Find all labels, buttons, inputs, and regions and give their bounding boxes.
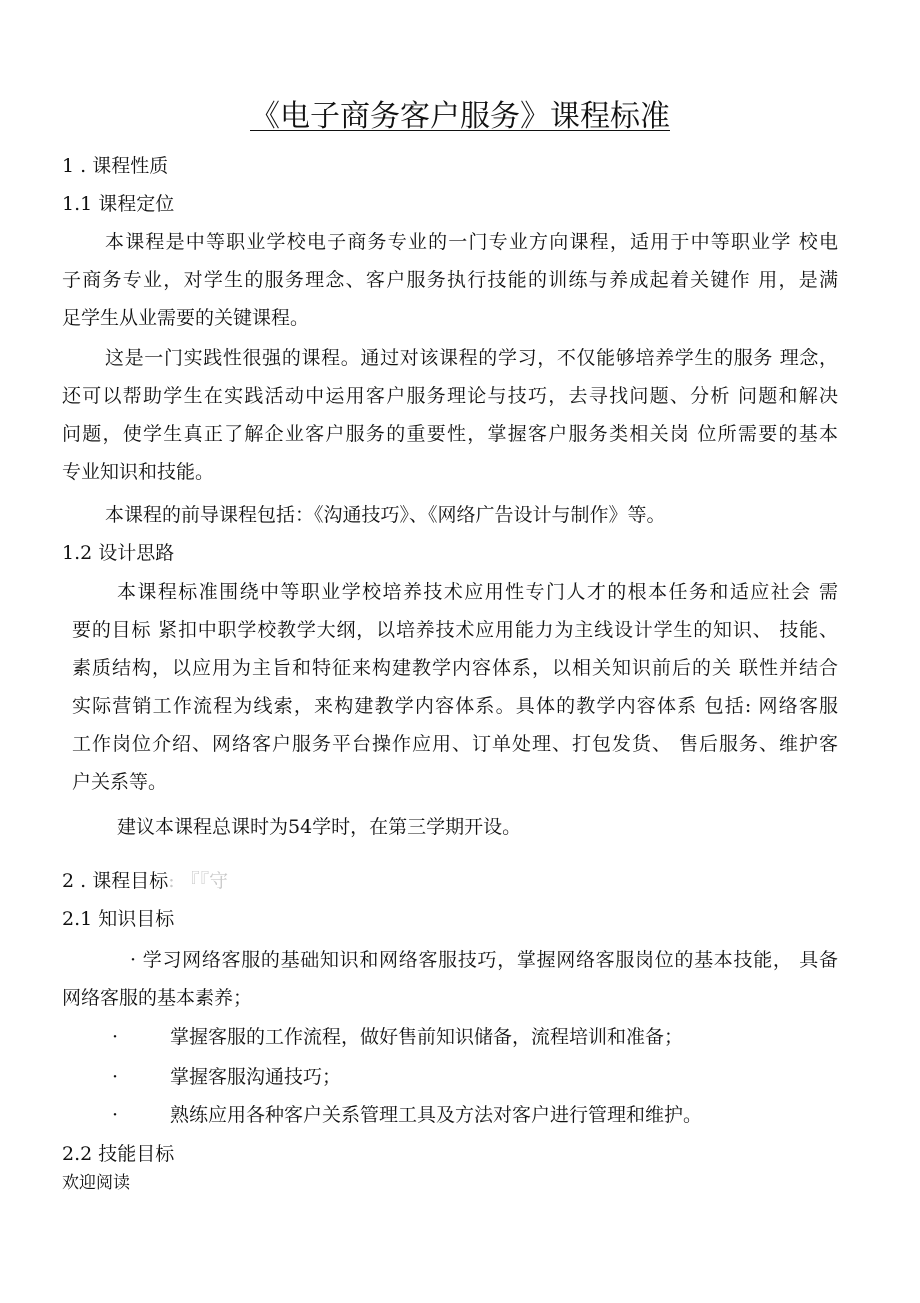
paragraph-line: 户关系等。 xyxy=(72,771,168,793)
subsection-heading-1-1: 1.1 课程定位 xyxy=(62,193,175,215)
paragraph-line: 本课程是中等职业学校电子商务专业的一门专业方向课程，适用于中等职业学 校电 xyxy=(105,231,838,253)
paragraph-line: 专业知识和技能。 xyxy=(62,461,215,483)
paragraph-line: 工作岗位介绍、网络客户服务平台操作应用、订单处理、打包发货、 售后服务、维护客 xyxy=(72,733,838,755)
paragraph-line: 实际营销工作流程为线索，来构建教学内容体系。具体的教学内容体系 包括: 网络客服 xyxy=(72,695,838,717)
paragraph-line: 素质结构，以应用为主旨和特征来构建教学内容体系，以相关知识前后的关 联性并结合 xyxy=(72,657,838,679)
paragraph-line: 本课程的前导课程包括：《沟通技巧》、《网络广告设计与制作》等。 xyxy=(105,504,666,526)
bullet-line: 网络客服的基本素养； xyxy=(62,987,253,1009)
subsection-heading-1-2: 1.2 设计思路 xyxy=(62,542,175,564)
paragraph-line: 子商务专业，对学生的服务理念、客户服务执行技能的训练与养成起着关键作 用，是满 xyxy=(62,269,838,291)
section-heading-2: 2 . 课程目标: 『『守 xyxy=(62,870,229,892)
paragraph-line: 建议本课程总课时为54学时，在第三学期开设。 xyxy=(117,816,522,838)
paragraph-line: 问题，使学生真正了解企业客户服务的重要性，掌握客户服务类相关岗 位所需要的基本 xyxy=(62,423,838,445)
subsection-heading-2-1: 2.1 知识目标 xyxy=(62,908,175,930)
paragraph-line: 要的目标 紧扣中职学校教学大纲，以培养技术应用能力为主线设计学生的知识、 技能、 xyxy=(72,619,838,641)
bullet-mark: · xyxy=(112,1104,119,1126)
bullet-line: · 学习网络客服的基础知识和网络客服技巧，掌握网络客服岗位的基本技能， 具备 xyxy=(130,949,838,971)
paragraph-line: 本课程标准围绕中等职业学校培养技术应用性专门人才的根本任务和适应社会 需 xyxy=(117,581,838,603)
bullet-text: 熟练应用各种客户关系管理工具及方法对客户进行管理和维护。 xyxy=(170,1104,703,1126)
paragraph-line: 足学生从业需要的关键课程。 xyxy=(62,307,310,329)
faint-artifact-text: : 『『守 xyxy=(168,870,229,892)
paragraph-line: 这是一门实践性很强的课程。通过对该课程的学习，不仅能够培养学生的服务 理念， xyxy=(105,347,838,369)
bullet-mark: · xyxy=(112,1026,119,1048)
bullet-text: 掌握客服沟通技巧； xyxy=(170,1066,342,1088)
paragraph-line: 还可以帮助学生在实践活动中运用客户服务理论与技巧，去寻找问题、分析 问题和解决 xyxy=(62,385,838,407)
bullet-mark: · xyxy=(112,1066,119,1088)
footer-text: 欢迎阅读 xyxy=(62,1173,130,1193)
document-title: 《电子商务客户服务》课程标准 xyxy=(250,99,670,134)
bullet-text: 掌握客服的工作流程，做好售前知识储备，流程培训和准备； xyxy=(170,1026,684,1048)
section-heading-1: 1 . 课程性质 xyxy=(62,155,169,177)
subsection-heading-2-2: 2.2 技能目标 xyxy=(62,1143,175,1165)
